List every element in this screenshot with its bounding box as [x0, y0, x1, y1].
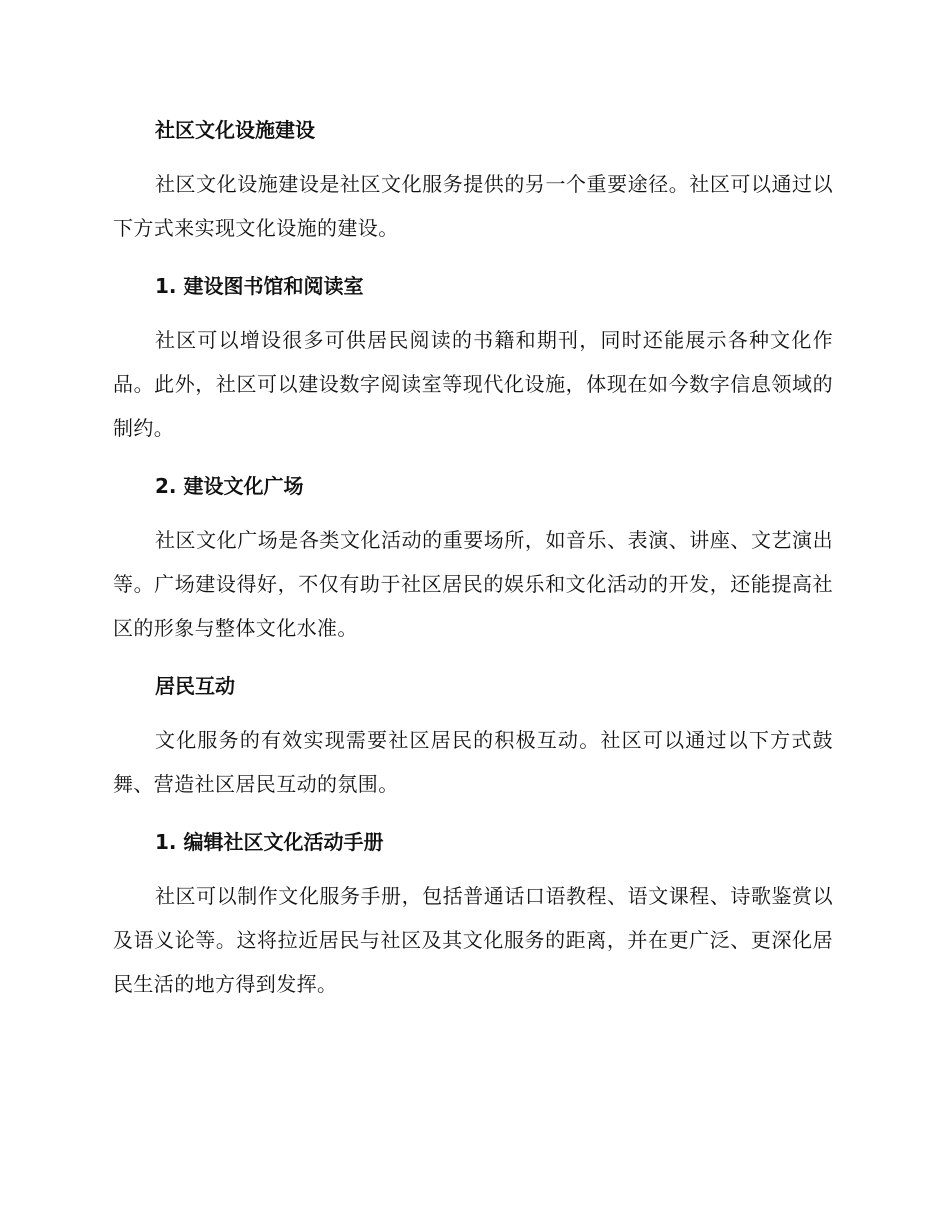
section-heading-facilities: 社区文化设施建设: [155, 118, 315, 142]
section-heading-resident-interaction: 居民互动: [155, 674, 235, 698]
paragraph-facilities-intro: 社区文化设施建设是社区文化服务提供的另一个重要途径。社区可以通过以下方式来实现文化设施的建设。: [113, 172, 833, 240]
subheading-culture-square: 2. 建设文化广场: [155, 474, 304, 498]
document-body: [113, 110, 833, 1006]
subheading-activity-handbook: 1. 编辑社区文化活动手册: [155, 830, 384, 854]
paragraph-library: 社区可以增设很多可供居民阅读的书籍和期刊，同时还能展示各种文化作品。此外，社区可以建设数字阅读室等现代化设施，体现在如今数字信息领域的制约。: [113, 328, 833, 440]
paragraph-culture-square: 社区文化广场是各类文化活动的重要场所，如音乐、表演、讲座、文艺演出等。广场建设得好，不仅有助于社区居民的娱乐和文化活动的开发，还能提高社区的形象与整体文化水准。: [113, 528, 833, 640]
subheading-library: 1. 建设图书馆和阅读室: [155, 274, 364, 298]
paragraph-activity-handbook: 社区可以制作文化服务手册，包括普通话口语教程、语文课程、诗歌鉴赏以及语义论等。这将拉近居民与社区及其文化服务的距离，并在更广泛、更深化居民生活的地方得到发挥。: [113, 884, 833, 996]
paragraph-resident-interaction: 文化服务的有效实现需要社区居民的积极互动。社区可以通过以下方式鼓舞、营造社区居民互动的氛围。: [113, 728, 833, 796]
